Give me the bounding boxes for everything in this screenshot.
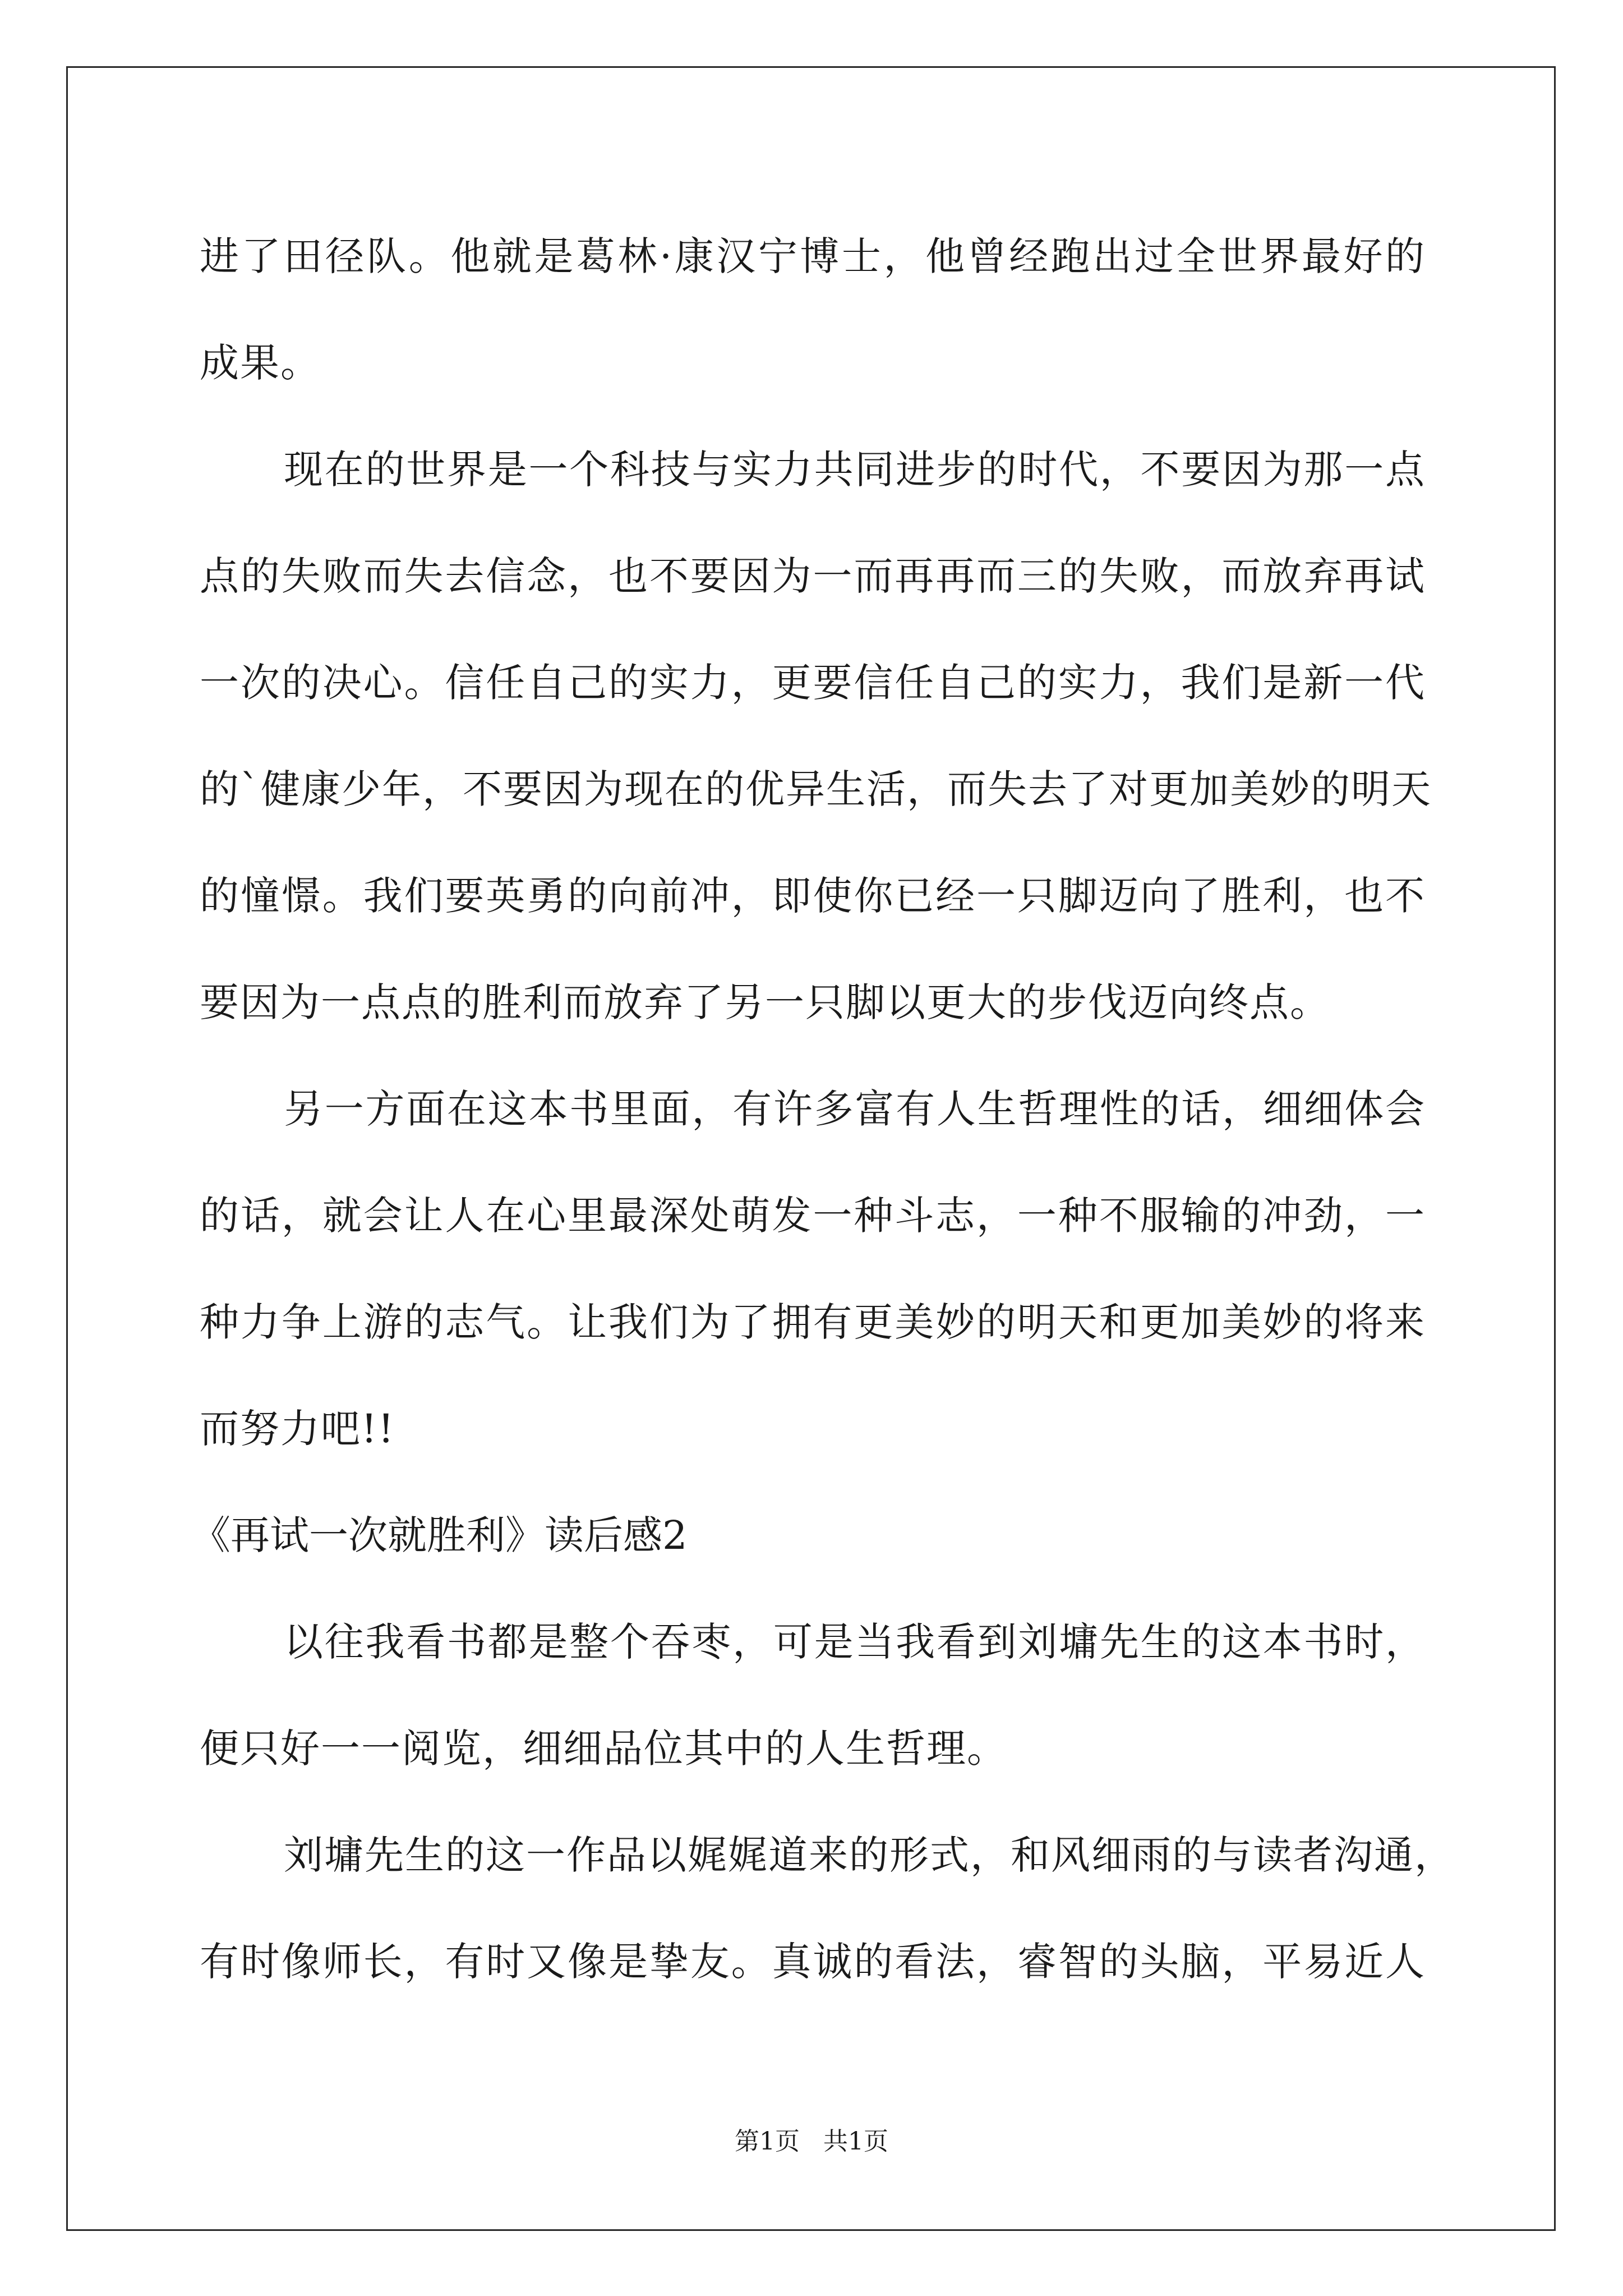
text-line: 现在的世界是一个科技与实力共同进步的时代，不要因为那一点 (284, 447, 1426, 493)
text-line: 的憧憬。我们要英勇的向前冲，即使你已经一只脚迈向了胜利，也不 (200, 873, 1426, 919)
text-line: 点的失败而失去信念，也不要因为一而再再而三的失败，而放弃再试 (200, 553, 1426, 599)
text-line: 另一方面在这本书里面，有许多富有人生哲理性的话，细细体会 (284, 1086, 1426, 1132)
page-number-footer: 第1页 共1页 (735, 2127, 888, 2156)
text-line: 的`健康少年，不要因为现在的优异生活，而失去了对更加美妙的明天 (200, 766, 1432, 812)
text-line: 进了田径队。他就是葛林·康汉宁博士，他曾经跑出过全世界最好的 (200, 233, 1426, 279)
text-line: 要因为一点点的胜利而放弃了另一只脚以更大的步伐迈向终点。 (200, 979, 1330, 1025)
text-line: 一次的决心。信任自己的实力，更要信任自己的实力，我们是新一代 (200, 660, 1426, 706)
text-line: 刘墉先生的这一作品以娓娓道来的形式，和风细雨的与读者沟通， (284, 1832, 1455, 1878)
text-line: 有时像师长，有时又像是挚友。真诚的看法，睿智的头脑，平易近人 (200, 1939, 1426, 1985)
text-line: 以往我看书都是整个吞枣，可是当我看到刘墉先生的这本书时， (284, 1619, 1426, 1665)
text-line: 的话，就会让人在心里最深处萌发一种斗志，一种不服输的冲劲，一 (200, 1193, 1426, 1239)
document-body (191, 203, 1455, 2015)
text-line: 而努力吧!! (200, 1406, 395, 1452)
section-heading: 《再试一次就胜利》读后感2 (191, 1512, 688, 1558)
text-line: 便只好一一阅览，细细品位其中的人生哲理。 (200, 1726, 1007, 1772)
text-line: 成果。 (200, 340, 321, 386)
text-line: 种力争上游的志气。让我们为了拥有更美妙的明天和更加美妙的将来 (200, 1299, 1426, 1345)
